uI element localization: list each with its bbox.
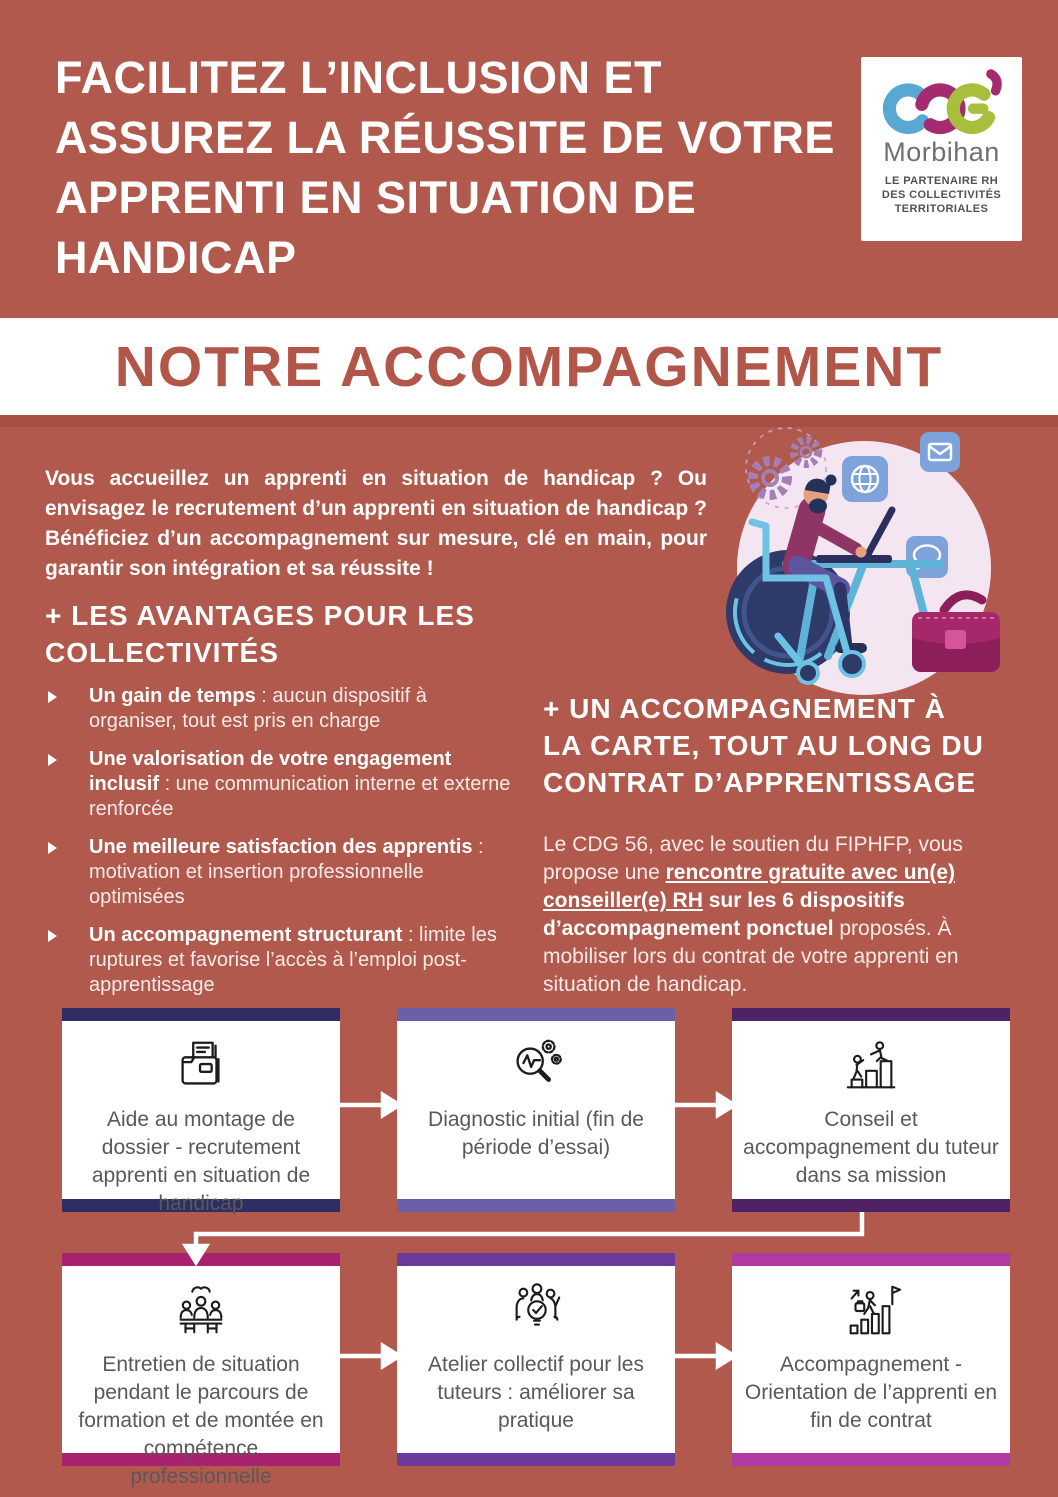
bullet-triangle-icon [48,930,71,942]
meeting-table-icon [170,1280,232,1342]
flow-card-conseil-tuteur [732,1008,1010,1212]
offer-heading-line: + UN ACCOMPAGNEMENT À [543,693,946,724]
logo-name: Morbihan [883,137,1000,167]
flow-card-label: Conseil et accompagnement du tuteur dans sa mission [743,1108,999,1187]
flow-card-orientation [732,1253,1010,1466]
offer-text: Le CDG 56, avec le soutien du FIPHFP, vous propose une [543,833,963,884]
offer-text-bold-underline: rencontre gratuite avec un(e) conseiller(e) RH [543,861,956,912]
offer-paragraph [543,831,1001,999]
folder-documents-icon [170,1035,232,1097]
section-banner [0,318,1058,415]
wheelchair-worker-illustration [694,416,1030,708]
mail-icon [920,432,960,472]
flow-card-label: Atelier collectif pour les tuteurs : améliorer sa pratique [428,1353,644,1432]
flow-card-label: Entretien de situation pendant le parcours de formation et de montée en compétence professionnelle [78,1353,324,1488]
logo-tagline-line: DES COLLECTIVITÉS [881,189,1002,201]
bullet-triangle-icon [48,842,71,854]
page-title-line: APPRENTI EN SITUATION DE [55,172,697,223]
flow-card-dossier [62,1008,340,1215]
bullet-rest: : aucun dispositif à organiser, tout est pris en charge [89,685,427,732]
advantages-list [48,684,518,1011]
bullet-lead: Une valorisation de votre engagement inclusif [89,748,452,795]
advantages-heading-line: COLLECTIVITÉS [45,637,279,668]
offer-heading [543,690,1013,801]
advantages-heading [45,597,525,671]
flow-card-label: Accompagnement - Orientation de l’apprenti en fin de contrat [744,1353,998,1432]
offer-heading-line: CONTRAT D’APPRENTISSAGE [543,767,977,798]
bullet-lead: Un gain de temps [89,685,256,707]
caster-wheel [840,652,864,676]
bullet-rest: : limite les ruptures et favorise l’accès à l’emploi post-apprentissage [89,924,497,996]
flow-card-atelier [397,1253,675,1466]
list-item [48,835,518,910]
caster-wheel [798,663,818,683]
list-item [48,684,518,734]
globe-icon [842,456,888,502]
bullet-rest: : une communication interne et externe renforcée [89,773,511,820]
offer-text-bold: sur les 6 dispositifs d’accompagnement ponctuel [543,889,905,940]
cdg-logo-icon [880,67,1004,141]
bullet-lead: Un accompagnement structurant [89,924,403,946]
logo-tagline-line: TERRITORIALES [894,203,989,215]
intro-paragraph: Vous accueillez un apprenti en situation de handicap ? Ou envisagez le recrutement d’un apprenti en situation de handicap ? Bénéficiez d’un accompagnement sur mesure, clé en main, pour garantir son intégration et sa réussite ! [45,467,707,580]
bullet-lead: Une meilleure satisfaction des apprentis [89,836,473,858]
bullet-triangle-icon [48,691,71,703]
logo-tagline [882,174,1001,216]
flow-card-label: Aide au montage de dossier - recrutement apprenti en situation de handicap [91,1108,311,1215]
offer-heading-line: LA CARTE, TOUT AU LONG DU [543,730,984,761]
list-item [48,923,518,998]
banner-title: NOTRE ACCOMPAGNEMENT [114,334,944,399]
offer-text: proposés. À mobiliser lors du contrat de votre apprenti en situation de handicap. [543,917,959,996]
workshop-group-icon [505,1280,567,1342]
bullet-rest: : motivation et insertion professionnelle optimisées [89,836,484,908]
advantages-heading-line: + LES AVANTAGES POUR LES [45,600,475,631]
career-growth-icon [840,1280,902,1342]
mentor-steps-icon [840,1035,902,1097]
logo-tagline-line: LE PARTENAIRE RH [884,175,999,187]
flow-card-diagnostic [397,1008,675,1212]
page-title-line: FACILITEZ L’INCLUSION ET [55,52,662,103]
page-title [55,48,855,288]
diagnostic-magnifier-icon [505,1035,567,1097]
page-title-line: ASSUREZ LA RÉUSSITE DE VOTRE [55,112,835,163]
flow-card-label: Diagnostic initial (fin de période d’essai) [428,1108,644,1159]
cdg-morbihan-logo [861,57,1022,241]
list-item [48,747,518,822]
bullet-triangle-icon [48,754,71,766]
flow-card-entretien [62,1253,340,1488]
page-title-line: HANDICAP [55,232,297,283]
